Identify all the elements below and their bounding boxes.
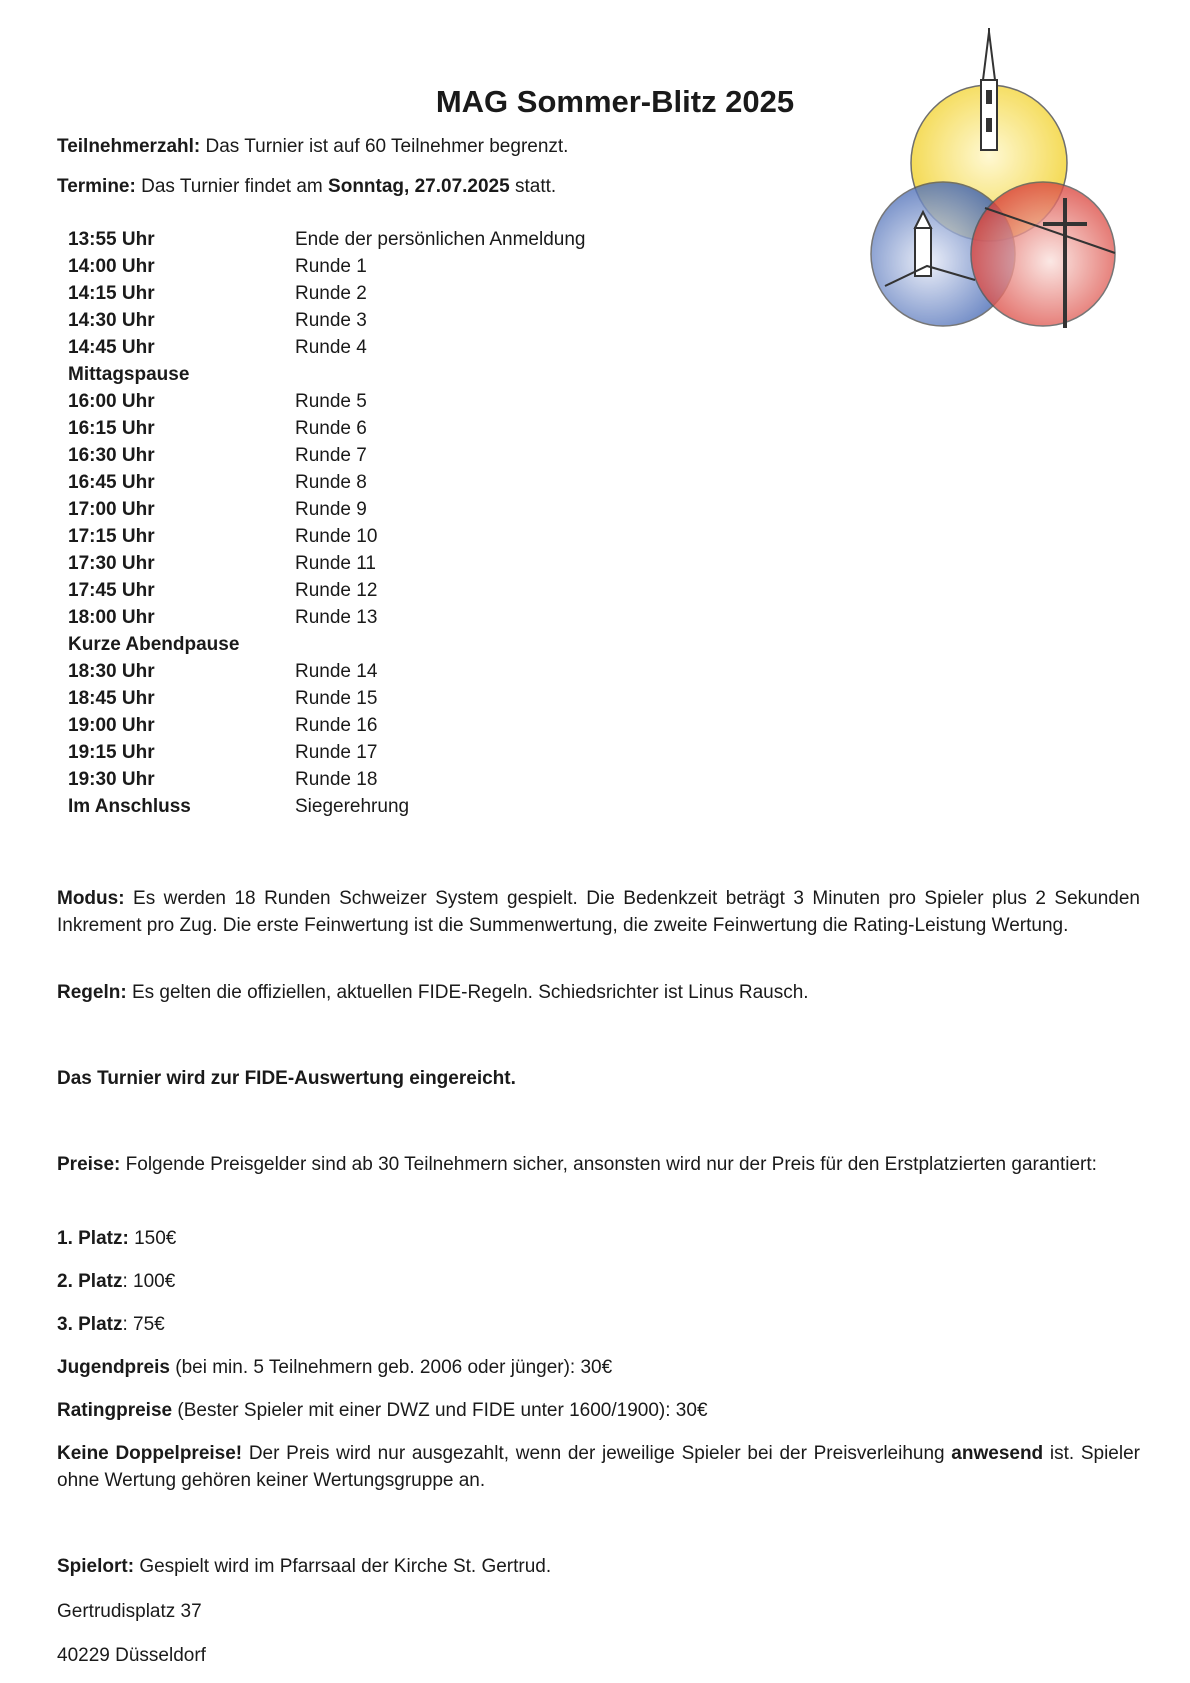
schedule-row	[68, 793, 668, 820]
schedule-row	[68, 334, 668, 361]
no-double-paragraph	[57, 1440, 1140, 1494]
schedule-time: 18:30 Uhr	[68, 661, 155, 682]
schedule-label: Runde 16	[295, 715, 378, 736]
rules-label: Regeln:	[57, 982, 127, 1003]
schedule-row	[68, 253, 668, 280]
schedule-label: Runde 3	[295, 310, 367, 331]
schedule-time: 19:00 Uhr	[68, 715, 155, 736]
prize-first-value: 150€	[128, 1228, 177, 1249]
schedule-time: 14:00 Uhr	[68, 256, 155, 277]
prize-youth-label: Jugendpreis	[57, 1357, 170, 1378]
prizes-text: Folgende Preisgelder sind ab 30 Teilnehmern sicher, ansonsten wird nur der Preis für den Erstplatzierten garantiert:	[120, 1154, 1097, 1175]
dates-text-1: Das Turnier findet am	[135, 176, 329, 197]
fide-note	[57, 1065, 516, 1092]
prize-third	[57, 1311, 165, 1338]
schedule-time: 16:45 Uhr	[68, 472, 155, 493]
schedule-label: Runde 12	[295, 580, 378, 601]
schedule-row	[68, 550, 668, 577]
schedule-label: Runde 13	[295, 607, 378, 628]
prize-first-label: 1. Platz:	[57, 1228, 129, 1249]
schedule-row	[68, 658, 668, 685]
venue-city: 40229 Düsseldorf	[57, 1645, 206, 1666]
dates-paragraph	[57, 173, 556, 200]
schedule-time: 16:00 Uhr	[68, 391, 155, 412]
prizes-paragraph	[57, 1151, 1140, 1178]
prize-youth-value: (bei min. 5 Teilnehmern geb. 2006 oder jünger): 30€	[169, 1357, 613, 1378]
mode-text: Es werden 18 Runden Schweizer System gespielt. Die Bedenkzeit beträgt 3 Minuten pro Spieler plus 2 Sekunden Inkrement pro Zug. Die erste Feinwertung ist die Summenwertung, die zweite Feinwertung die Rating-Leistung Wertung.	[57, 888, 1140, 936]
prize-first	[57, 1225, 176, 1252]
schedule-time: 14:45 Uhr	[68, 337, 155, 358]
schedule-time: 17:00 Uhr	[68, 499, 155, 520]
schedule-row	[68, 361, 668, 388]
schedule-list	[68, 226, 668, 820]
schedule-label: Runde 18	[295, 769, 378, 790]
mode-label: Modus:	[57, 888, 125, 909]
schedule-time: Kurze Abendpause	[68, 634, 240, 655]
schedule-row	[68, 739, 668, 766]
schedule-row	[68, 388, 668, 415]
no-double-label: Keine Doppelpreise!	[57, 1443, 243, 1464]
schedule-time: 13:55 Uhr	[68, 229, 155, 250]
venue-street: Gertrudisplatz 37	[57, 1601, 202, 1622]
schedule-time: 16:15 Uhr	[68, 418, 155, 439]
dates-text-2: statt.	[509, 176, 557, 197]
prize-second-label: 2. Platz	[57, 1271, 123, 1292]
schedule-row	[68, 712, 668, 739]
schedule-label: Runde 14	[295, 661, 378, 682]
prize-rating-value: (Bester Spieler mit einer DWZ und FIDE unter 1600/1900): 30€	[172, 1400, 708, 1421]
schedule-time: 19:15 Uhr	[68, 742, 155, 763]
no-double-bold: anwesend	[951, 1443, 1044, 1464]
schedule-row	[68, 685, 668, 712]
schedule-time: Im Anschluss	[68, 796, 191, 817]
schedule-label: Runde 4	[295, 337, 367, 358]
event-date: Sonntag, 27.07.2025	[328, 176, 510, 197]
schedule-row	[68, 226, 668, 253]
participants-text: Das Turnier ist auf 60 Teilnehmer begrenzt.	[200, 136, 569, 157]
schedule-label: Runde 7	[295, 445, 367, 466]
rules-paragraph	[57, 979, 809, 1006]
schedule-time: 18:00 Uhr	[68, 607, 155, 628]
prize-third-value: : 75€	[122, 1314, 165, 1335]
rules-text: Es gelten die offiziellen, aktuellen FIDE-Regeln. Schiedsrichter ist Linus Rausch.	[126, 982, 809, 1003]
dates-label: Termine:	[57, 176, 136, 197]
schedule-time: 14:15 Uhr	[68, 283, 155, 304]
schedule-label: Runde 15	[295, 688, 378, 709]
schedule-row	[68, 604, 668, 631]
fide-note-text: Das Turnier wird zur FIDE-Auswertung eingereicht.	[57, 1068, 516, 1089]
prize-second-value: : 100€	[122, 1271, 176, 1292]
schedule-time: 17:45 Uhr	[68, 580, 155, 601]
schedule-row	[68, 766, 668, 793]
schedule-label: Runde 9	[295, 499, 367, 520]
venue-text: Gespielt wird im Pfarrsaal der Kirche St. Gertrud.	[134, 1556, 552, 1577]
prize-youth	[57, 1354, 612, 1381]
schedule-label: Runde 6	[295, 418, 367, 439]
schedule-label: Runde 8	[295, 472, 367, 493]
schedule-time: 17:30 Uhr	[68, 553, 155, 574]
schedule-time: 19:30 Uhr	[68, 769, 155, 790]
schedule-row	[68, 631, 668, 658]
prize-third-label: 3. Platz	[57, 1314, 123, 1335]
schedule-row	[68, 469, 668, 496]
schedule-row	[68, 523, 668, 550]
page-title: MAG Sommer-Blitz 2025	[435, 84, 795, 119]
participants-paragraph	[57, 133, 568, 160]
schedule-row	[68, 280, 668, 307]
schedule-row	[68, 307, 668, 334]
schedule-time: 17:15 Uhr	[68, 526, 155, 547]
schedule-time: 18:45 Uhr	[68, 688, 155, 709]
schedule-label: Runde 2	[295, 283, 367, 304]
schedule-label: Runde 17	[295, 742, 378, 763]
no-double-text-2: ist. Spieler ohne Wertung gehören keiner Wertungsgruppe an.	[57, 1443, 1140, 1491]
participants-label: Teilnehmerzahl:	[57, 136, 201, 157]
schedule-label: Runde 1	[295, 256, 367, 277]
prize-rating-label: Ratingpreise	[57, 1400, 173, 1421]
venue-label: Spielort:	[57, 1556, 135, 1577]
prizes-label: Preise:	[57, 1154, 121, 1175]
schedule-row	[68, 496, 668, 523]
venue-paragraph	[57, 1553, 551, 1580]
schedule-label: Runde 11	[295, 553, 376, 574]
no-double-text-1: Der Preis wird nur ausgezahlt, wenn der jeweilige Spieler bei der Preisverleihung	[242, 1443, 952, 1464]
prize-second	[57, 1268, 175, 1295]
schedule-label: Runde 10	[295, 526, 378, 547]
schedule-label: Runde 5	[295, 391, 367, 412]
schedule-time: 16:30 Uhr	[68, 445, 155, 466]
church-logo	[865, 28, 1127, 334]
schedule-row	[68, 577, 668, 604]
mode-paragraph	[57, 885, 1140, 939]
schedule-time: Mittagspause	[68, 364, 190, 385]
prize-rating	[57, 1397, 708, 1424]
schedule-row	[68, 415, 668, 442]
schedule-label: Ende der persönlichen Anmeldung	[295, 229, 586, 250]
schedule-time: 14:30 Uhr	[68, 310, 155, 331]
schedule-label: Siegerehrung	[295, 796, 410, 817]
schedule-row	[68, 442, 668, 469]
